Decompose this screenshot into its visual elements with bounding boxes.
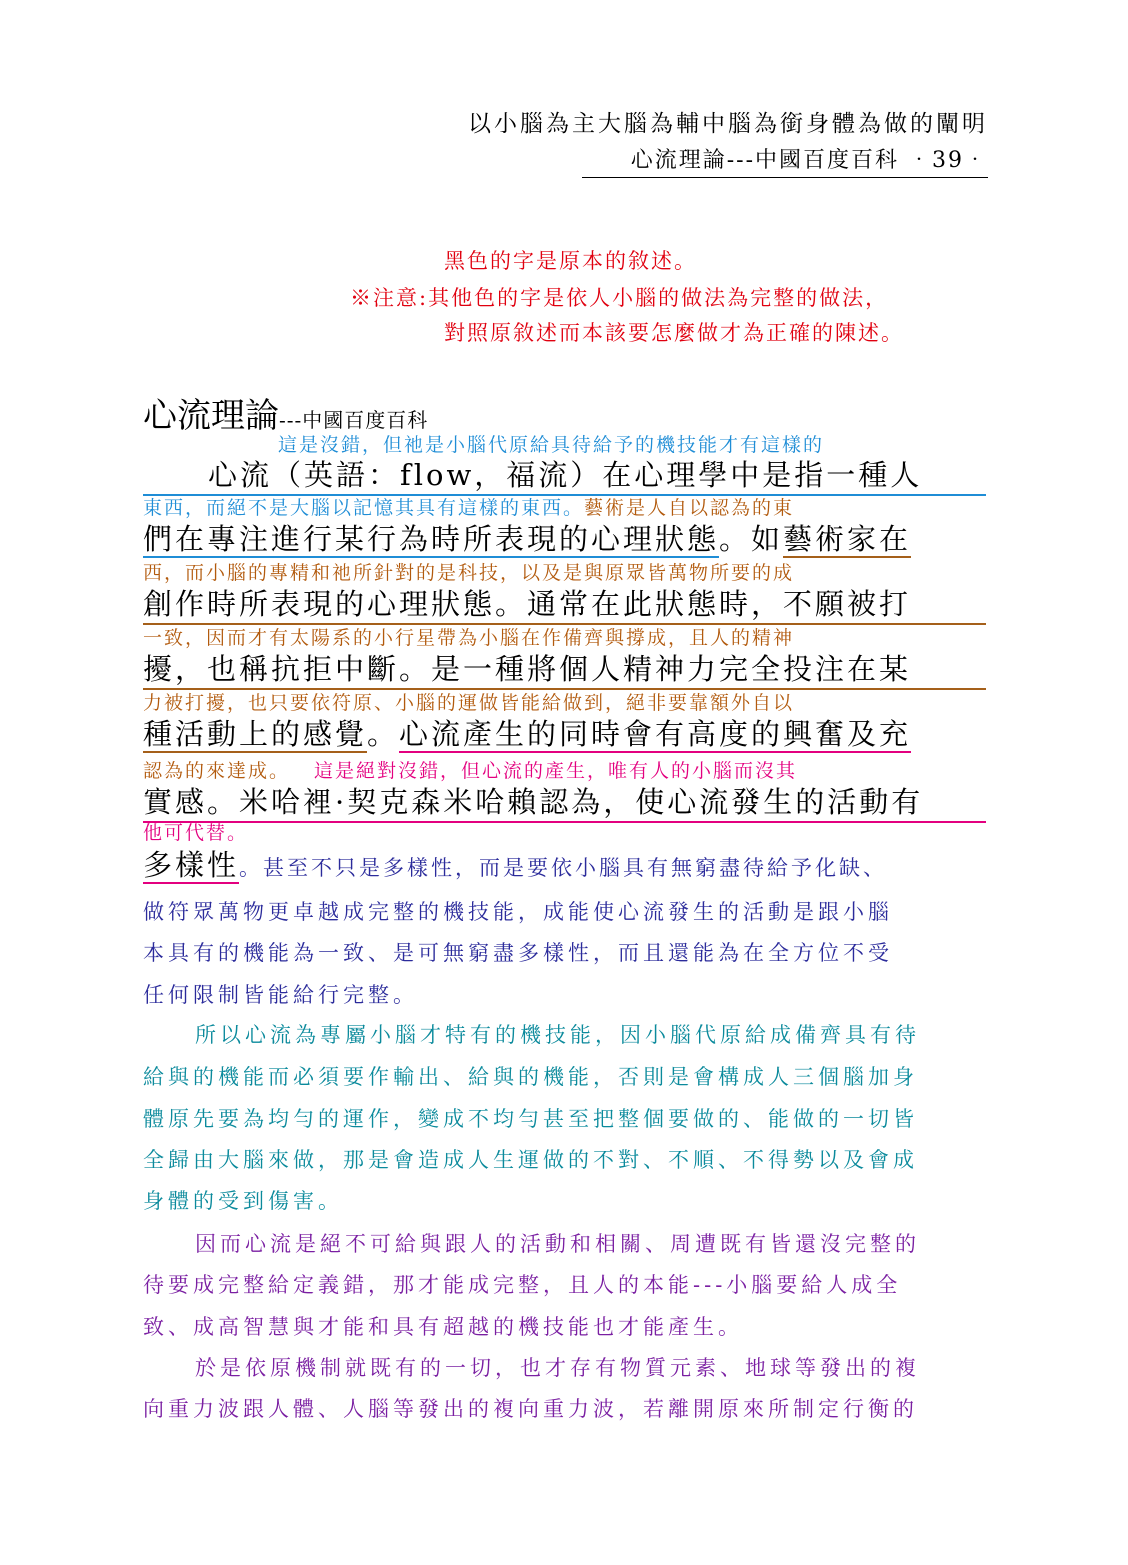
header-rule [582,177,988,178]
original-text-6: 實感。米哈裡·契克森米哈賴認為，使心流發生的活動有 [143,780,986,823]
paragraph-2-line-5: 身體的受到傷害。 [143,1189,343,1213]
original-text-7: 多樣性 [143,848,240,882]
annotation-2b: 藝術是人自以認為的東 [584,497,795,519]
original-line-3 [143,582,986,625]
annotation-5: 力被打擾，也只要依符原、小腦的運做皆能給做到，絕非要靠額外自以 [143,692,795,714]
original-line-5 [143,712,911,753]
annotation-6a: 認為的來達成。 [143,760,291,782]
original-line-2 [143,517,911,558]
original-text-5c: 心流產生的同時會有高度的興奮及充 [399,717,912,751]
original-text-1: 心流（英語：flow，福流）在心理學中是指一種人 [143,453,986,496]
annotation-3: 西，而小腦的專精和祂所針對的是科技，以及是與原眾皆萬物所要的成 [143,562,795,584]
annotation-6b: 這是絕對沒錯，但心流的產生，唯有人的小腦而沒其 [314,760,798,782]
original-text-3: 創作時所表現的心理狀態。通常在此狀態時，不願被打 [143,582,986,625]
note-line-3: 對照原敘述而本該要怎麼做才為正確的陳述。 [444,321,904,345]
title-main: 心流理論 [143,396,279,436]
paragraph-3-line-2: 待要成完整給定義錯，那才能成完整，且人的本能---小腦要給人成全 [143,1273,902,1297]
running-header-title: 以小腦為主大腦為輔中腦為銜身體為做的闡明 [468,111,988,137]
original-line-6 [143,780,986,823]
paragraph-3-line-1: 因而心流是絕不可給與跟人的活動和相關、周遭既有皆還沒完整的 [195,1232,920,1256]
paragraph-2-line-2: 給與的機能而必須要作輸出、給與的機能，否則是會構成人三個腦加身 [143,1065,918,1089]
running-header-section: 心流理論---中國百度百科 ‧39‧ [630,148,988,173]
annotation-7: 他可代替。 [143,822,249,844]
original-text-2c: 藝術家在 [783,522,912,556]
original-line-1 [143,453,986,496]
paragraph-4-line-2: 向重力波跟人體、人腦等發出的複向重力波，若離開原來所制定行衡的 [143,1397,918,1421]
title-sub: ---中國百度百科 [279,408,429,432]
original-line-7 [143,843,887,884]
paragraph-1-line-1: 做符眾萬物更卓越成完整的機技能，成能使心流發生的活動是跟小腦 [143,900,893,924]
annotation-4: 一致，因而才有太陽系的小行星帶為小腦在作備齊與撐成，且人的精神 [143,627,795,649]
original-text-5a: 種活動上的感覺 [143,717,368,751]
original-text-2a: 們在專注進行某行為時所表現的心理狀態 [143,522,720,556]
paragraph-3-line-3: 致、成高智慧與才能和具有超越的機技能也才能產生。 [143,1315,743,1339]
paragraph-4-line-1: 於是依原機制就既有的一切，也才存有物質元素、地球等發出的複 [195,1356,920,1380]
paragraph-1-line-2: 本具有的機能為一致、是可無窮盡多樣性，而且還能為在全方位不受 [143,941,893,965]
paragraph-2-line-1: 所以心流為專屬小腦才特有的機技能，因小腦代原給成備齊具有待 [195,1023,920,1047]
paragraph-1-line-3: 任何限制皆能給行完整。 [143,983,418,1007]
annotation-2 [143,493,794,520]
original-line-4 [143,647,986,690]
original-text-4: 擾，也稱抗拒中斷。是一種將個人精神力完全投注在某 [143,647,986,690]
paragraph-2-line-3: 體原先要為均勻的運作，變成不均勻甚至把整個要做的、能做的一切皆 [143,1107,918,1131]
paragraph-2-line-4: 全歸由大腦來做，那是會造成人生運做的不對、不順、不得勢以及會成 [143,1148,918,1172]
original-text-5b: 。 [367,717,400,751]
annotation-6 [143,756,797,783]
annotation-2a: 東西，而絕不是大腦以記憶其具有這樣的東西。 [143,497,585,519]
line-7-continuation: 。甚至不只是多樣性，而是要依小腦具有無窮盡待給予化缺、 [239,856,888,880]
note-line-2: ※注意:其他色的字是依人小腦的做法為完整的做法， [350,286,889,310]
note-line-1: 黑色的字是原本的敘述。 [444,249,697,273]
original-text-2b: 。如 [719,522,784,556]
annotation-1: 這是沒錯，但祂是小腦代原給具待給予的機技能才有這樣的 [278,434,825,456]
